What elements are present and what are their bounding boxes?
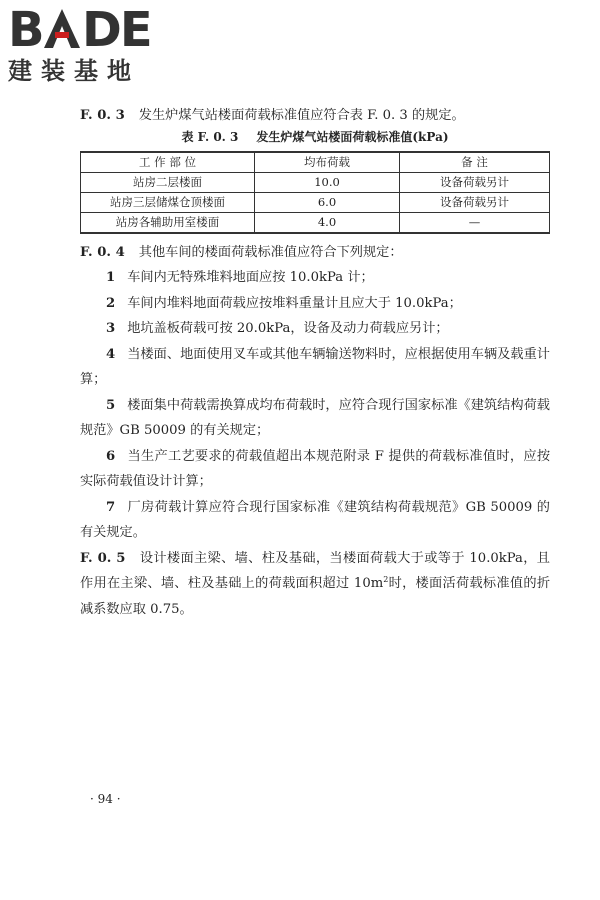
table-cell: 设备荷载另计	[400, 192, 550, 212]
table-header: 均布荷载	[255, 152, 400, 173]
superscript-two: 2	[383, 575, 389, 584]
table-header: 备 注	[400, 152, 550, 173]
load-table	[80, 151, 550, 234]
clause-text-part1: 设计楼面主梁、墙、柱及基础，当楼面荷载大于或等于 10.0kPa，且作用在主梁、墙、柱及基础上的荷载面积超过 10m	[80, 550, 550, 591]
clause-number: F. 0. 5	[80, 550, 126, 566]
item-text: 当生产工艺要求的荷载值超出本规范附录 F 提供的荷载标准值时，应按实际荷载值设计计算；	[80, 448, 550, 489]
item-text: 厂房荷载计算应符合现行国家标准《建筑结构荷载规范》GB 50009 的有关规定。	[80, 499, 550, 540]
item-number: 1	[106, 270, 116, 285]
item-number: 7	[106, 499, 116, 515]
clause-text: 其他车间的楼面荷载标准值应符合下列规定：	[138, 244, 403, 260]
table-caption-number: 表 F. 0. 3	[181, 129, 239, 144]
logo-accent-a	[44, 9, 80, 48]
table-cell: 站房二层楼面	[81, 172, 255, 192]
clause-f04	[80, 240, 550, 266]
list-item	[80, 291, 550, 317]
table-row	[81, 192, 550, 212]
table-caption	[80, 128, 550, 145]
list-item	[80, 444, 550, 495]
item-text: 车间内堆料地面荷载应按堆料重量计且应大于 10.0kPa；	[127, 295, 462, 311]
item-number: 5	[106, 397, 116, 413]
table-cell: 设备荷载另计	[400, 172, 550, 192]
clause-number: F. 0. 4	[80, 244, 125, 260]
svg-text:DE: DE	[82, 6, 151, 50]
clause-f03	[80, 103, 550, 129]
table-cell: 站房三层储煤仓顶楼面	[81, 192, 255, 212]
item-number: 2	[106, 295, 116, 311]
item-text: 当楼面、地面使用叉车或其他车辆输送物料时，应根据使用车辆及载重计算；	[80, 346, 550, 387]
table-cell: 站房各辅助用室楼面	[81, 212, 255, 233]
list-item	[80, 316, 550, 342]
item-text: 楼面集中荷载需换算成均布荷载时，应符合现行国家标准《建筑结构荷载规范》GB 50009 的有关规定；	[80, 397, 550, 438]
item-text: 地坑盖板荷载可按 20.0kPa，设备及动力荷载应另计；	[127, 321, 449, 336]
table-cell: 6.0	[255, 192, 400, 212]
clause-text-part2: 时，楼面活荷载标准值的折减系数应取 0.75。	[80, 576, 551, 617]
table-row	[81, 172, 550, 192]
table-cell: 10.0	[255, 172, 400, 192]
clause-f05	[80, 546, 550, 623]
table-cell: —	[400, 212, 550, 233]
table-caption-title: 发生炉煤气站楼面荷载标准值(kPa)	[256, 129, 449, 144]
list-item	[80, 342, 550, 393]
table-header-row	[81, 152, 550, 173]
list-item	[80, 495, 550, 546]
logo	[8, 6, 188, 86]
item-text: 车间内无特殊堆料地面应按 10.0kPa 计；	[127, 270, 374, 285]
item-number: 6	[106, 448, 116, 464]
svg-text:B: B	[8, 6, 43, 50]
list-item	[80, 393, 550, 444]
table-row	[81, 212, 550, 233]
clause-text: 发生炉煤气站楼面荷载标准值应符合表 F. 0. 3 的规定。	[138, 108, 465, 123]
item-number: 3	[106, 321, 116, 336]
page-number: · 94 ·	[90, 792, 121, 806]
clause-number: F. 0. 3	[80, 108, 125, 123]
list-item	[80, 265, 550, 291]
document-body	[80, 103, 550, 622]
table-cell: 4.0	[255, 212, 400, 233]
logo-subtitle: 建装基地	[8, 57, 140, 85]
item-number: 4	[106, 346, 116, 362]
table-header: 工 作 部 位	[81, 152, 255, 173]
bade-wordmark	[8, 6, 178, 50]
